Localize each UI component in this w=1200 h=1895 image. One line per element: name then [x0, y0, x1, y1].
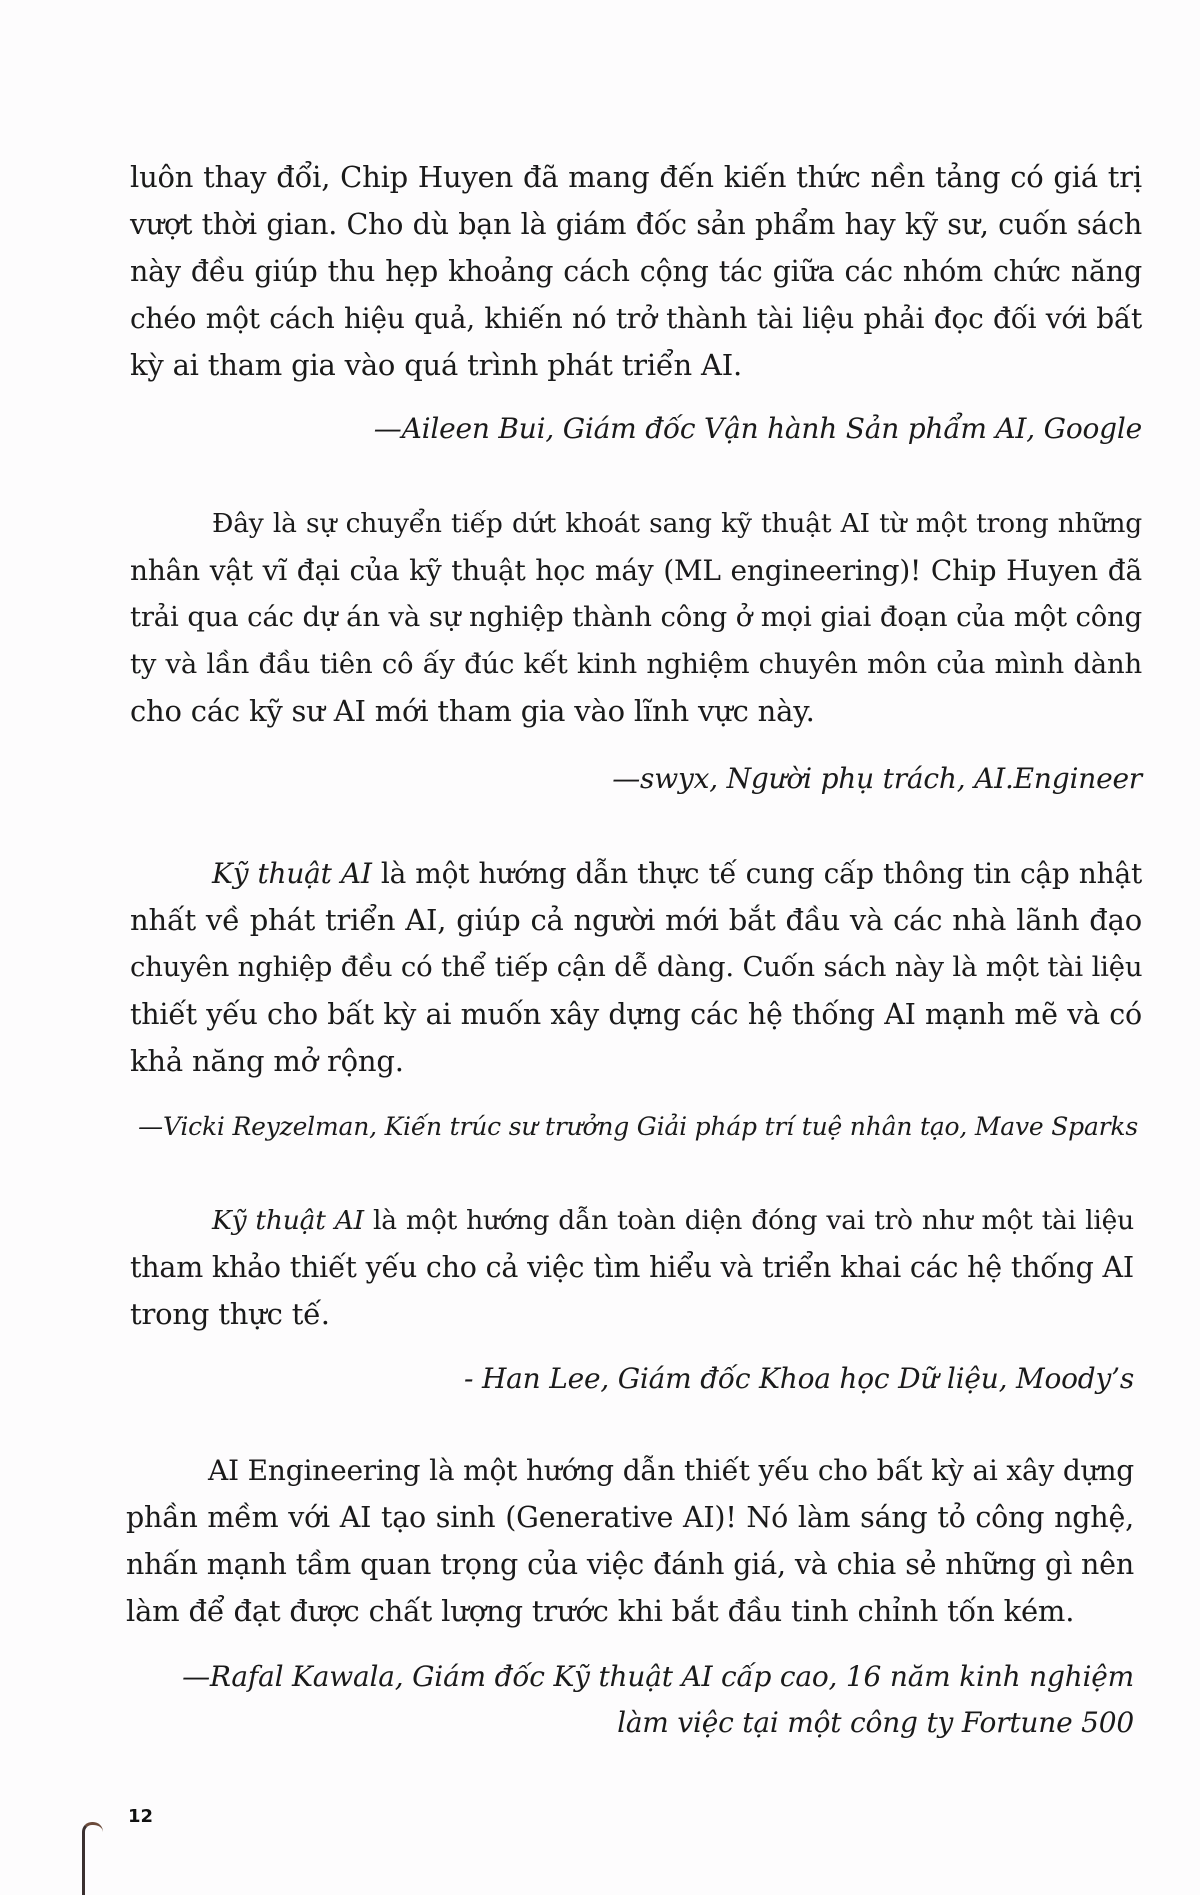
endorsement-line: ty và lần đầu tiên cô ấy đúc kết kinh nghiệm chuyên môn của mình dành: [130, 648, 1142, 680]
book-title: Kỹ thuật AI: [212, 1205, 364, 1236]
endorsement-line: này đều giúp thu hẹp khoảng cách cộng tác giữa các nhóm chức năng: [130, 255, 1142, 288]
endorsement-line: thiết yếu cho bất kỳ ai muốn xây dựng các hệ thống AI mạnh mẽ và có: [130, 998, 1142, 1031]
endorsement-4: [130, 1197, 1134, 1338]
attribution-3: —Vicki Reyzelman, Kiến trúc sư trưởng Giải pháp trí tuệ nhân tạo, Mave Sparks: [138, 1112, 1138, 1141]
endorsement-line: nhấn mạnh tầm quan trọng của việc đánh giá, và chia sẻ những gì nên: [126, 1548, 1134, 1581]
show-through-text: [130, 410, 146, 464]
attribution-4: - Han Lee, Giám đốc Khoa học Dữ liệu, Moody’s: [463, 1362, 1134, 1395]
endorsement-line: khả năng mở rộng.: [130, 1044, 404, 1078]
bookmark-ribbon-icon: [82, 1822, 103, 1895]
endorsement-1: [130, 154, 1142, 389]
endorsement-line: phần mềm với AI tạo sinh (Generative AI)! Nó làm sáng tỏ công nghệ,: [126, 1501, 1134, 1534]
endorsement-text: là một hướng dẫn toàn diện đóng vai trò như một tài liệu: [363, 1205, 1134, 1236]
endorsement-line: kỳ ai tham gia vào quá trình phát triển AI.: [130, 348, 743, 382]
page-number: 12: [128, 1806, 154, 1827]
endorsement-line: cho các kỹ sư AI mới tham gia vào lĩnh vực này.: [130, 694, 815, 728]
attribution-5-line-1: —Rafal Kawala, Giám đốc Kỹ thuật AI cấp cao, 16 năm kinh nghiệm: [182, 1660, 1134, 1693]
endorsement-3: [130, 850, 1142, 1085]
endorsement-line: nhân vật vĩ đại của kỹ thuật học máy (ML engineering)! Chip Huyen đã: [130, 554, 1142, 587]
endorsement-line: nhất về phát triển AI, giúp cả người mới bắt đầu và các nhà lãnh đạo: [130, 903, 1142, 937]
endorsement-line: chuyên nghiệp đều có thể tiếp cận dễ dàng. Cuốn sách này là một tài liệu: [130, 951, 1143, 983]
endorsement-line: Đây là sự chuyển tiếp dứt khoát sang kỹ thuật AI từ một trong những: [212, 508, 1142, 539]
endorsement-line: trải qua các dự án và sự nghiệp thành công ở mọi giai đoạn của một công: [130, 601, 1142, 633]
endorsement-line: tham khảo thiết yếu cho cả việc tìm hiểu và triển khai các hệ thống AI: [130, 1251, 1134, 1284]
endorsement-5: [126, 1447, 1134, 1635]
endorsement-line: luôn thay đổi, Chip Huyen đã mang đến kiến thức nền tảng có giá trị: [130, 160, 1142, 194]
attribution-1: —Aileen Bui, Giám đốc Vận hành Sản phẩm AI, Google: [373, 412, 1142, 445]
endorsement-line: trong thực tế.: [130, 1297, 330, 1331]
book-title: Kỹ thuật AI: [212, 857, 372, 890]
endorsement-line: vượt thời gian. Cho dù bạn là giám đốc sản phẩm hay kỹ sư, cuốn sách: [130, 208, 1142, 241]
attribution-5-line-2: làm việc tại một công ty Fortune 500: [617, 1706, 1134, 1739]
endorsement-line: [130, 1197, 1134, 1244]
endorsement-text: là một hướng dẫn thực tế cung cấp thông tin cập nhật: [371, 857, 1142, 890]
endorsement-line: AI Engineering là một hướng dẫn thiết yếu cho bất kỳ ai xây dựng: [208, 1454, 1134, 1487]
endorsement-line: làm để đạt được chất lượng trước khi bắt đầu tinh chỉnh tốn kém.: [126, 1594, 1075, 1628]
endorsement-line: [130, 850, 1142, 897]
endorsement-2: [130, 500, 1142, 735]
endorsement-line: chéo một cách hiệu quả, khiến nó trở thành tài liệu phải đọc đối với bất: [130, 302, 1142, 335]
attribution-2: —swyx, Người phụ trách, AI.Engineer: [612, 762, 1142, 795]
